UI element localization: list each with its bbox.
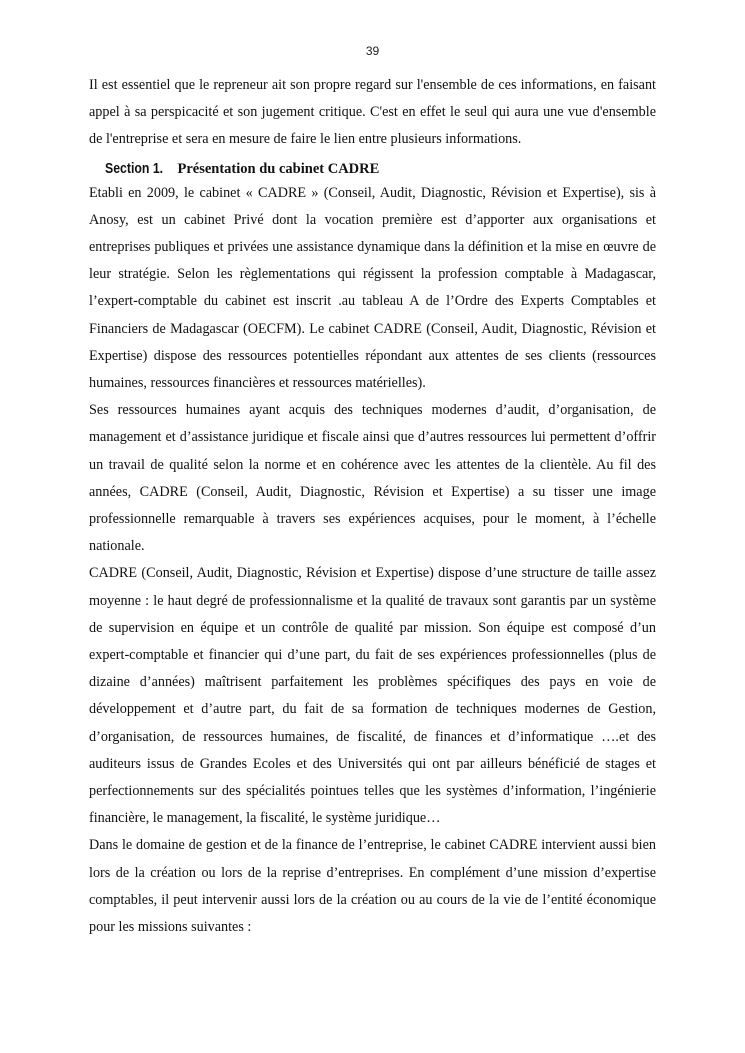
page-content [89,72,656,941]
page-number: 39 [365,44,380,58]
section-number: Section 1. [105,159,164,177]
intro-paragraph: Il est essentiel que le repreneur ait son propre regard sur l'ensemble de ces informations, en faisant appel à sa perspicacité et son jugement critique. C'est en effet le seul qui aura une vue d'ensemble de l'entreprise et sera en mesure de faire le lien entre plusieurs informations. [89,77,656,148]
section-title: Présentation du cabinet CADRE [177,160,380,177]
section-heading [89,158,656,180]
cabinet-presentation-paragraph: Etabli en 2009, le cabinet « CADRE » (Conseil, Audit, Diagnostic, Révision et Expertise), sis à Anosy, est un cabinet Privé dont la vocation première est d’apporter aux organisations et entreprises publiques et privées une assistance dynamique dans la définition et la mise en œuvre de leur stratégie. Selon les règlementations qui régissent la profession comptable à Madagascar, l’expert-comptable du cabinet est inscrit .au tableau A de l’Ordre des Experts Comptables et Financiers de Madagascar (OECFM). Le cabinet CADRE (Conseil, Audit, Diagnostic, Révision et Expertise) dispose des ressources potentielles répondant aux attentes de ses clients (ressources humaines, ressources financières et ressources matérielles). [89,184,656,392]
structure-paragraph: CADRE (Conseil, Audit, Diagnostic, Révision et Expertise) dispose d’une structure de taille assez moyenne : le haut degré de professionnalisme et la qualité de travaux sont garantis par un système de supervision en équipe et un contrôle de qualité par mission. Son équipe est composé d’un expert-comptable et financier qui d’une part, du fait de ses expériences professionnelles (plus de dizaine d’années) maîtrisent parfaitement les problèmes spécifiques des pays en voie de développement et d’autre part, du fait de sa formation de techniques modernes de Gestion, d’organisation, de ressources humaines, de fiscalité, de finances et d’informatique ….et des auditeurs issus de Grandes Ecoles et des Universités qui ont par ailleurs bénéficié de stages et perfectionnements sur des spécialités pointues telles que les systèmes d’information, l’ingénierie financière, le management, la fiscalité, le système juridique… [89,565,656,827]
missions-intro-paragraph: Dans le domaine de gestion et de la finance de l’entreprise, le cabinet CADRE intervient aussi bien lors de la création ou lors de la reprise d’entreprises. En complément d’une mission d’expertise comptables, il peut intervenir aussi lors de la création ou au cours de la vie de l’entité économique pour les missions suivantes : [89,837,656,936]
human-resources-paragraph: Ses ressources humaines ayant acquis des techniques modernes d’audit, d’organisation, de management et d’assistance juridique et fiscale ainsi que d’autres ressources lui permettent d’offrir un travail de qualité selon la norme et en cohérence avec les attentes de la clientèle. Au fil des années, CADRE (Conseil, Audit, Diagnostic, Révision et Expertise) a su tisser une image professionnelle remarquable à travers ses expériences acquises, pour le moment, à l’échelle nationale. [89,402,656,555]
